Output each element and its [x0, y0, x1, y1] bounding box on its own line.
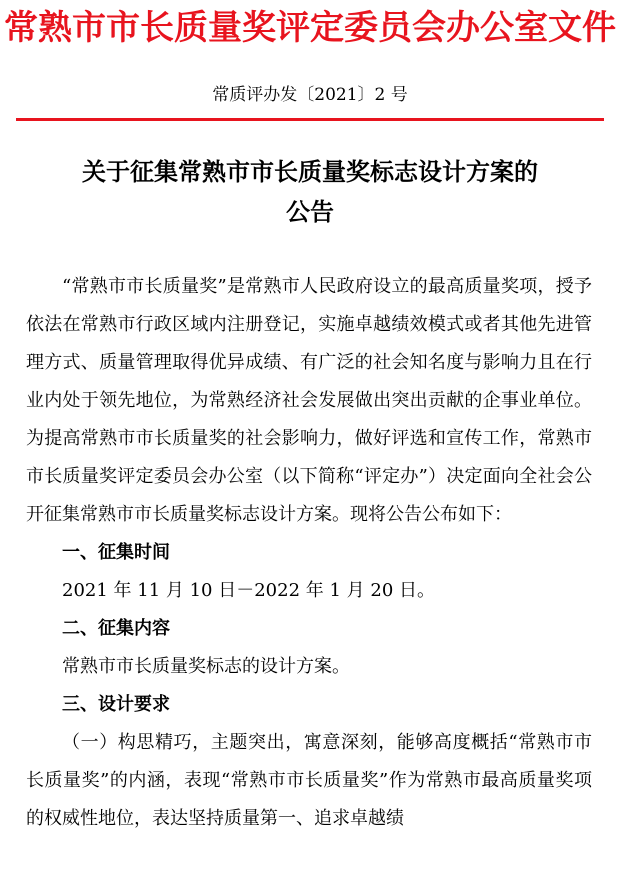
notice-title [20, 152, 600, 232]
intro-paragraph: “常熟市市长质量奖”是常熟市人民政府设立的最高质量奖项，授予依法在常熟市行政区域内注册登记，实施卓越绩效模式或者其他先进管理方式、质量管理取得优异成绩、有广泛的社会知名度与影响力且在行业内处于领先地位，为常熟经济社会发展做出突出贡献的企事业单位。为提高常熟市市长质量奖的社会影响力，做好评选和宣传工作，常熟市市长质量奖评定委员会办公室（以下简称“评定办”）决定面向全社会公开征集常熟市市长质量奖标志设计方案。现将公告公布如下： [26, 276, 592, 525]
document-number: 常质评办发〔2021〕2 号 [212, 85, 408, 105]
section-heading-collection-time: 一、征集时间 [62, 542, 170, 563]
collection-time-text: 2021 年 11 月 10 日－2022 年 1 月 20 日。 [62, 580, 435, 601]
notice-title-line-1: 关于征集常熟市市长质量奖标志设计方案的 [82, 158, 538, 186]
section-heading-design-requirements: 三、设计要求 [62, 694, 170, 715]
red-divider-line [16, 118, 604, 121]
document-header-title: 常熟市市长质量奖评定委员会办公室文件 [4, 8, 616, 48]
collection-content-text: 常熟市市长质量奖标志的设计方案。 [62, 656, 350, 677]
notice-body [26, 268, 592, 838]
section-heading-collection-content: 二、征集内容 [62, 618, 170, 639]
design-requirement-item-1: （一）构思精巧，主题突出，寓意深刻，能够高度概括“常熟市市长质量奖”的内涵，表现“常熟市市长质量奖”作为常熟市最高质量奖项的权威性地位，表达坚持质量第一、追求卓越绩 [26, 732, 592, 829]
notice-title-line-2: 公告 [286, 198, 334, 226]
